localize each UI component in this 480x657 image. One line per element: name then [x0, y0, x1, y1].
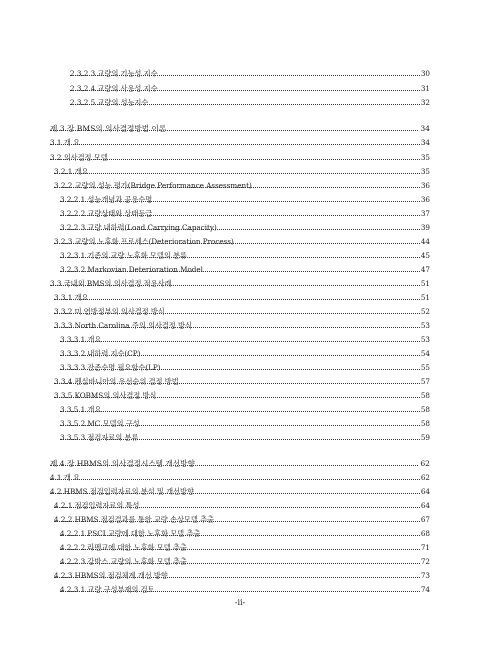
toc-leader	[60, 201, 430, 202]
toc-entry-title: 2.3.2.4 교량의 사용성 지수	[70, 84, 158, 93]
toc-leader	[50, 159, 430, 160]
toc-entry-page: 62	[420, 459, 430, 468]
toc-entry	[0, 542, 480, 554]
toc-entry-title: 2.3.2.3 교량의 기능성 지수	[70, 69, 158, 78]
toc-leader	[50, 130, 430, 131]
toc-entry	[0, 570, 480, 582]
toc-entry	[0, 137, 480, 149]
toc-entry-title: 4.2.2 HBMS 점검결과를 통한 교량 손상모델 추출	[54, 515, 214, 524]
toc-leader	[60, 369, 430, 370]
toc-entry-page: 67	[420, 515, 430, 524]
toc-entry-page: 54	[420, 349, 430, 358]
toc-entry-page: 45	[420, 251, 430, 260]
toc-entry	[0, 236, 480, 248]
toc-entry	[0, 500, 480, 512]
toc-entry-title: 3.3.1 개요	[54, 293, 89, 302]
toc-entry-title: 3.3.5.3 점검자료의 분류	[60, 433, 139, 442]
toc-entry	[0, 68, 480, 80]
toc-entry-page: 30	[420, 69, 430, 78]
toc-leader	[60, 215, 430, 216]
toc-leader	[60, 229, 430, 230]
toc-entry-page: 74	[420, 585, 430, 594]
toc-entry	[0, 166, 480, 178]
toc-entry-title: 4.2.3 HBMS의 점검체계 개선 방향	[54, 571, 168, 580]
toc-entry-page: 34	[420, 138, 430, 147]
toc-leader	[60, 425, 430, 426]
toc-entry	[0, 152, 480, 164]
toc-entry	[0, 292, 480, 304]
toc-leader	[54, 521, 430, 522]
toc-entry	[0, 556, 480, 568]
toc-entry-title: 3.3.3.2 내하력 지수(CP)	[60, 349, 141, 358]
toc-entry	[0, 418, 480, 430]
toc-entry-page: 58	[420, 405, 430, 414]
toc-entry-page: 53	[420, 335, 430, 344]
toc-entry	[0, 208, 480, 220]
toc-entry-page: 35	[420, 167, 430, 176]
toc-entry	[0, 584, 480, 596]
toc-entry-page: 44	[420, 237, 430, 246]
toc-entry-page: 57	[420, 377, 430, 386]
toc-entry-page: 35	[420, 153, 430, 162]
toc-entry-page: 39	[420, 223, 430, 232]
toc-entry-title: 3.2.2 교량의 성능 평가(Bridge Performance Assessment)	[54, 181, 252, 190]
toc-entry	[0, 334, 480, 346]
toc-leader	[54, 299, 430, 300]
toc-entry-title: 2.3.2.5 교량의 성능지수	[70, 98, 149, 107]
toc-entry-title: 3.3 국내외 BMS의 의사결정 적용사례	[50, 279, 172, 288]
toc-entry-page: 34	[420, 124, 430, 133]
toc-leader	[54, 187, 430, 188]
toc-entry	[0, 180, 480, 192]
toc-entry-title: 3.2.3.2 Markovian Deterioration Model	[60, 265, 203, 274]
toc-chapter	[0, 458, 480, 470]
toc-entry-page: 51	[420, 279, 430, 288]
toc-leader	[54, 577, 430, 578]
toc-entry	[0, 222, 480, 234]
toc-entry-page: 71	[420, 543, 430, 552]
toc-entry-title: 3.3.4 펜실바니아의 우선순위 결정 방법	[54, 377, 179, 386]
toc-entry-title: 3.2.3.1 기존의 교량 노후화 모델의 분류	[60, 251, 187, 260]
toc-entry	[0, 320, 480, 332]
toc-entry-title: 4.1 개 요	[50, 473, 80, 482]
toc-entry-title: 3.3.3.3 잔존수명 필요함수(LP)	[60, 363, 161, 372]
toc-leader	[60, 355, 430, 356]
toc-leader	[60, 535, 430, 536]
toc-entry-title: 4.2.2.2 라멘교에 대한 노후화 모델 추출	[60, 543, 187, 552]
toc-leader	[50, 479, 430, 480]
toc-entry-page: 36	[420, 195, 430, 204]
toc-leader	[60, 257, 430, 258]
toc-entry-title: 4.2.3.1 교량 구성부재의 검토	[60, 585, 155, 594]
toc-entry-title: 3.1 개 요	[50, 138, 80, 147]
toc-entry	[0, 432, 480, 444]
toc-entry-page: 36	[420, 181, 430, 190]
toc-entry-page: 73	[420, 571, 430, 580]
toc-entry	[0, 472, 480, 484]
toc-entry-title: 3.2 의사결정 모델	[50, 153, 108, 162]
toc-entry-page: 64	[420, 487, 430, 496]
toc-entry-page: 64	[420, 501, 430, 510]
toc-entry-page: 58	[420, 419, 430, 428]
toc-leader	[54, 327, 430, 328]
toc-entry-title: 3.3.2 미 연방정부의 의사결정 방식	[54, 307, 165, 316]
toc-entry	[0, 514, 480, 526]
page-number: -ii-	[234, 598, 246, 607]
toc-entry-page: 31	[420, 84, 430, 93]
toc-entry-page: 59	[420, 433, 430, 442]
toc-entry-title: 제 4 장 HBMS의 의사결정시스템 개선방향	[50, 459, 195, 468]
toc-entry-page: 52	[420, 307, 430, 316]
toc-entry	[0, 486, 480, 498]
toc-entry-title: 4.2.1 점검입력자료의 특성	[54, 501, 140, 510]
toc-entry	[0, 264, 480, 276]
toc-leader	[54, 313, 430, 314]
toc-entry-page: 51	[420, 293, 430, 302]
toc-leader	[60, 563, 430, 564]
toc-entry-page: 55	[420, 363, 430, 372]
toc-entry-page: 47	[420, 265, 430, 274]
toc-entry-page: 72	[420, 557, 430, 566]
toc-entry-title: 4.2.2.3 강박스 교량의 노후화 모델 추출	[60, 557, 187, 566]
toc-entry-title: 3.2.2.1 성능개념과 공용수명	[60, 195, 153, 204]
toc-entry-page: 62	[420, 473, 430, 482]
toc-leader	[54, 383, 430, 384]
toc-entry	[0, 306, 480, 318]
toc-leader	[70, 90, 430, 91]
toc-entry	[0, 348, 480, 360]
toc-entry-title: 3.3.5.2 MC 모델의 구성	[60, 419, 140, 428]
toc-leader	[50, 465, 430, 466]
toc-leader	[54, 173, 430, 174]
toc-chapter	[0, 123, 480, 135]
toc-entry	[0, 194, 480, 206]
toc-entry-title: 3.2.3 교량의 노후화 프로세스(Deterioration Process)	[54, 237, 234, 246]
toc-entry-title: 3.2.1 개요	[54, 167, 89, 176]
toc-entry	[0, 362, 480, 374]
toc-leader	[54, 397, 430, 398]
toc-entry	[0, 390, 480, 402]
toc-entry-title: 3.3.3.1 개요	[60, 335, 102, 344]
toc-leader	[60, 439, 430, 440]
toc-entry-title: 3.2.2.3 교량 내하력(Load Carrying Capacity)	[60, 223, 217, 232]
toc-entry	[0, 528, 480, 540]
toc-leader	[60, 341, 430, 342]
toc-entry	[0, 97, 480, 109]
toc-leader	[50, 144, 430, 145]
toc-leader	[54, 507, 430, 508]
toc-entry-title: 제 3 장 BMS의 의사결정방법 이론	[50, 124, 167, 133]
toc-leader	[60, 591, 430, 592]
toc-entry-title: 4.2.2.1 PSCI 교량에 대한 노후화 모델 추출	[60, 529, 201, 538]
toc-leader	[60, 411, 430, 412]
toc-entry-title: 3.3.5 KOBMS의 의사결정 방식	[54, 391, 157, 400]
toc-leader	[50, 285, 430, 286]
toc-entry	[0, 404, 480, 416]
toc-leader	[60, 271, 430, 272]
toc-entry	[0, 250, 480, 262]
toc-entry	[0, 83, 480, 95]
toc-leader	[50, 493, 430, 494]
toc-leader	[70, 75, 430, 76]
toc-leader	[60, 549, 430, 550]
toc-entry-title: 3.3.3 North Carolina 주의 의사결정 방식	[54, 321, 192, 330]
toc-entry	[0, 278, 480, 290]
toc-leader	[70, 104, 430, 105]
toc-leader	[54, 243, 430, 244]
toc-entry-page: 32	[420, 98, 430, 107]
toc-entry-title: 3.3.5.1 개요	[60, 405, 102, 414]
toc-entry-page: 37	[420, 209, 430, 218]
toc-entry-title: 4.2 HBMS 점검입력자료의 분석 및 개선방향	[50, 487, 194, 496]
toc-entry	[0, 376, 480, 388]
toc-entry-page: 53	[420, 321, 430, 330]
toc-entry-page: 68	[420, 529, 430, 538]
toc-entry-page: 58	[420, 391, 430, 400]
toc-entry-title: 3.2.2.2 교량상태와 상태등급	[60, 209, 153, 218]
